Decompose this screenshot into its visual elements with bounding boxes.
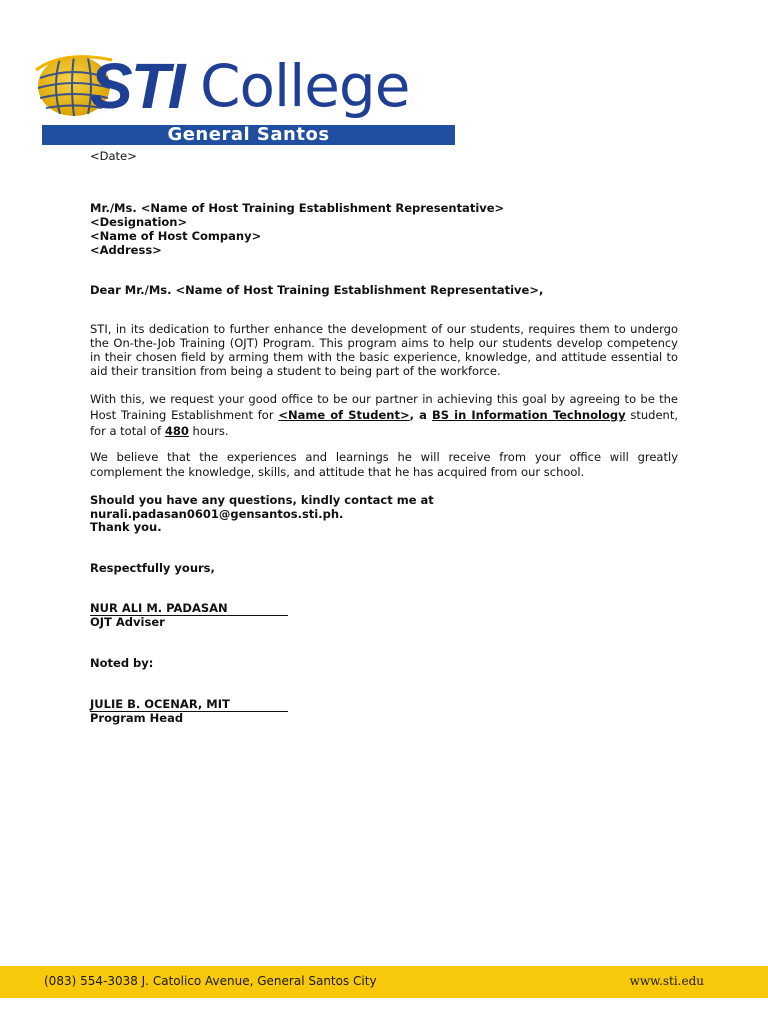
- thanks-line: Thank you.: [90, 520, 162, 534]
- logo-sti-text: STI: [90, 50, 184, 122]
- letter-date: <Date>: [90, 149, 137, 163]
- signatory-2-title: Program Head: [90, 711, 184, 725]
- paragraph-contact: Should you have any questions, kindly contact me at nurali.padasan0601@gensantos.sti.ph.: [90, 493, 434, 521]
- request-text-4: hours.: [188, 424, 229, 438]
- salutation: Dear Mr./Ms. <Name of Host Training Establishment Representative>,: [90, 283, 544, 297]
- signatory-1: [90, 601, 288, 616]
- signatory-2-name: JULIE B. OCENAR, MIT: [90, 697, 288, 712]
- footer-website: www.sti.edu: [629, 974, 704, 988]
- footer-bar: [0, 966, 768, 998]
- paragraph-intro: STI, in its dedication to further enhance the development of our students, requires them to undergo the On-the-Job Training (OJT) Program. This program aims to help our students develop competency in their chosen field by arming them with the basic experience, knowledge, and attitude essential to aid their transition from being a student to being part of the workforce.: [90, 322, 678, 378]
- recipient-address: <Address>: [90, 243, 162, 257]
- request-text-1: With this, we request your good office to be our partner in achieving this goal by agreeing to be the Host Training Establishment for: [90, 392, 678, 422]
- noted-by-label: Noted by:: [90, 656, 154, 670]
- request-text-3: student, for a total of: [90, 408, 678, 438]
- recipient-company: <Name of Host Company>: [90, 229, 262, 243]
- request-text-2: , a: [409, 408, 432, 422]
- student-name-placeholder: <Name of Student>: [278, 408, 410, 422]
- paragraph-belief: We believe that the experiences and learnings he will receive from your office will greatly complement the knowledge, skills, and attitude that he has acquired from our school.: [90, 450, 678, 479]
- signatory-1-name: NUR ALI M. PADASAN: [90, 601, 288, 616]
- closing-line: Respectfully yours,: [90, 561, 215, 575]
- recipient-name: Mr./Ms. <Name of Host Training Establishment Representative>: [90, 201, 505, 215]
- total-hours: 480: [164, 424, 189, 438]
- recipient-designation: <Designation>: [90, 215, 188, 229]
- program-name: BS in Information Technology: [431, 408, 626, 422]
- sti-college-logo: [34, 48, 464, 148]
- signatory-2: [90, 697, 288, 712]
- signatory-1-title: OJT Adviser: [90, 615, 165, 629]
- footer-contact: (083) 554-3038 J. Catolico Avenue, General Santos City: [44, 974, 377, 988]
- campus-banner: General Santos: [42, 125, 455, 145]
- paragraph-request: [90, 391, 678, 439]
- logo-college-text: College: [200, 52, 410, 120]
